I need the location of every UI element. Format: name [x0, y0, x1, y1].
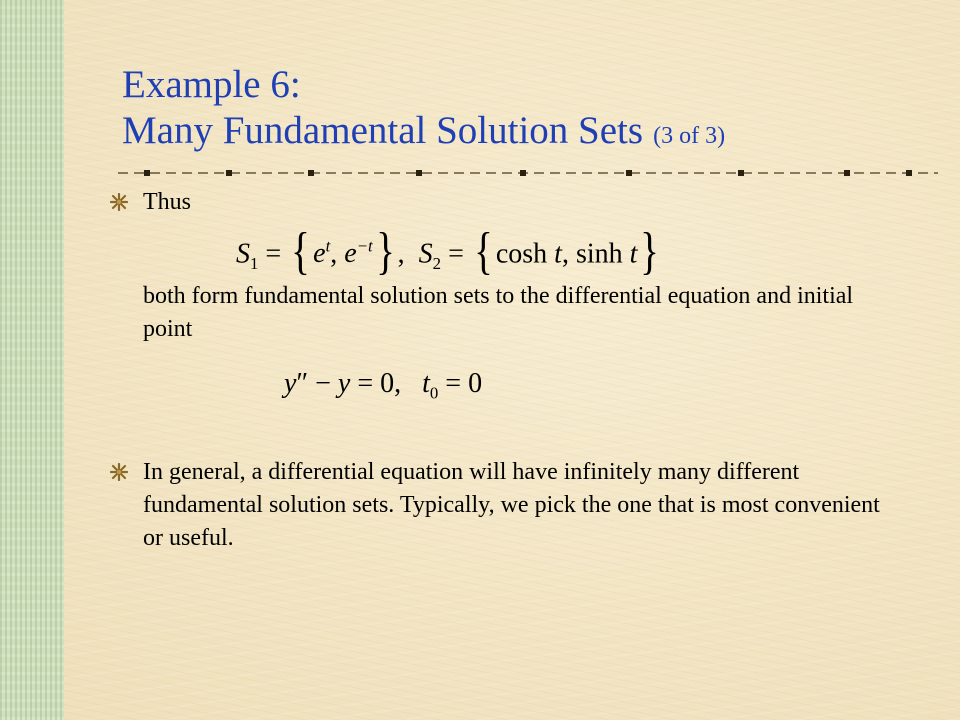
star-bullet-icon — [110, 193, 128, 211]
body-paragraph: both form fundamental solution sets to the differential equation and initial point — [143, 283, 854, 342]
decorative-side-strip — [0, 0, 64, 720]
bullet-text-general: In general, a differential equation will have infinitely many different fundamental solution sets. Typically, we pick the one that is most convenient or useful. — [143, 459, 880, 551]
slide-title — [122, 62, 922, 159]
title-part-indicator: (3 of 3) — [653, 123, 726, 149]
equation-solution-sets: $S_1$ = { $e^t$, $e^{-t}$} , $S_2$ = { cosh t, sinh t} — [236, 223, 660, 281]
equation-ode: y″ − y = 0, $t_0 = 0$ — [284, 368, 483, 403]
title-line-1: Example 6: — [122, 63, 301, 106]
star-bullet-icon — [110, 463, 128, 481]
title-line-2 — [122, 108, 922, 159]
bullet-text-thus: Thus — [143, 189, 191, 215]
title-divider — [118, 168, 938, 178]
title-text: Many Fundamental Solution Sets — [122, 109, 644, 152]
